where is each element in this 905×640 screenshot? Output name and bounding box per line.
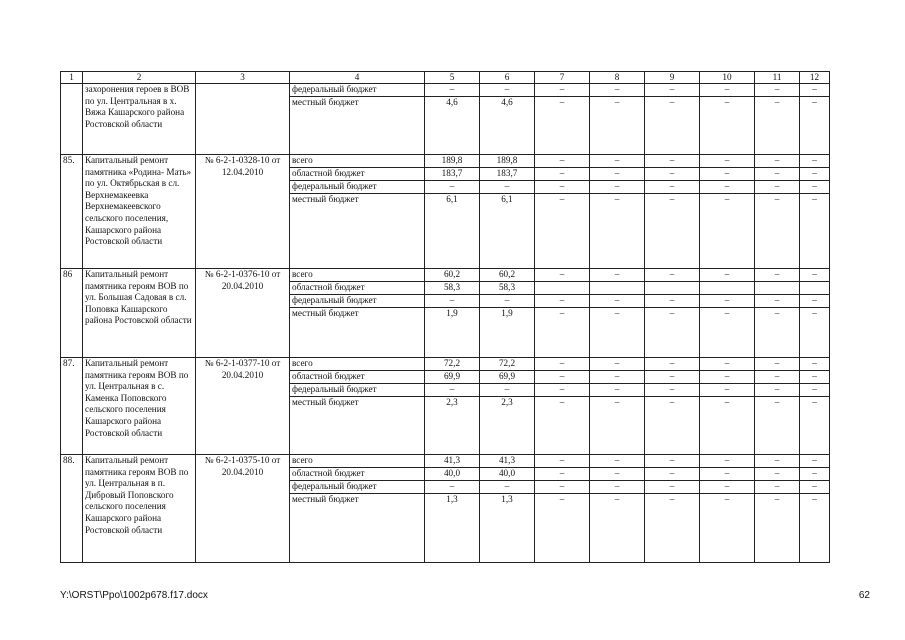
value-cell: – [755, 397, 800, 455]
value-cell: – [535, 168, 590, 181]
value-cell: – [755, 494, 800, 563]
value-cell: – [535, 455, 590, 468]
value-cell: – [590, 97, 645, 155]
value-cell: – [800, 358, 830, 371]
col-header: 8 [590, 72, 645, 84]
value-cell: – [590, 384, 645, 397]
value-cell: – [645, 455, 700, 468]
value-cell: – [800, 295, 830, 308]
value-cell: – [645, 308, 700, 358]
value-cell: – [755, 155, 800, 168]
value-cell: – [800, 384, 830, 397]
value-cell: – [590, 468, 645, 481]
value-cell: – [755, 468, 800, 481]
value-cell: – [590, 371, 645, 384]
value-cell: – [590, 494, 645, 563]
value-cell: 1,3 [425, 494, 480, 563]
value-cell: 60,2 [425, 269, 480, 282]
value-cell: – [645, 468, 700, 481]
value-cell: 4,6 [480, 97, 535, 155]
value-cell: – [590, 358, 645, 371]
value-cell: – [700, 358, 755, 371]
value-cell: – [755, 295, 800, 308]
table-row [61, 155, 830, 168]
value-cell: – [645, 384, 700, 397]
value-cell: – [645, 269, 700, 282]
value-cell: 69,9 [480, 371, 535, 384]
value-cell: 60,2 [480, 269, 535, 282]
value-cell: – [700, 84, 755, 97]
entry-name: захоронения героев в ВОВ по ул. Центральная в х. Вяжа Кашарского района Ростовской области [83, 84, 196, 155]
funding-source: областной бюджет [290, 168, 425, 181]
value-cell: – [590, 295, 645, 308]
value-cell [645, 282, 700, 295]
entry-name: Капитальный ремонт памятника героям ВОВ по ул. Центральная в п. Дибровый Поповского сельского поселения Кашарского района Ростовской области [83, 455, 196, 563]
value-cell: – [645, 181, 700, 194]
value-cell: – [480, 295, 535, 308]
value-cell [755, 282, 800, 295]
value-cell: – [700, 308, 755, 358]
value-cell: – [590, 308, 645, 358]
value-cell: – [700, 455, 755, 468]
value-cell: – [700, 181, 755, 194]
value-cell: – [645, 194, 700, 269]
value-cell: 2,3 [480, 397, 535, 455]
entry-number [61, 84, 83, 155]
col-header: 11 [755, 72, 800, 84]
value-cell: 72,2 [425, 358, 480, 371]
col-header: 5 [425, 72, 480, 84]
value-cell: 69,9 [425, 371, 480, 384]
value-cell: – [700, 384, 755, 397]
value-cell: – [700, 468, 755, 481]
col-header: 9 [645, 72, 700, 84]
value-cell: – [800, 155, 830, 168]
value-cell: – [700, 155, 755, 168]
value-cell: – [480, 181, 535, 194]
header-row [61, 72, 830, 84]
col-header: 10 [700, 72, 755, 84]
value-cell: – [800, 269, 830, 282]
funding-source: местный бюджет [290, 194, 425, 269]
value-cell [535, 282, 590, 295]
funding-source: областной бюджет [290, 282, 425, 295]
value-cell: – [800, 397, 830, 455]
value-cell: – [425, 84, 480, 97]
value-cell: – [800, 194, 830, 269]
value-cell: – [800, 308, 830, 358]
funding-source: федеральный бюджет [290, 181, 425, 194]
value-cell: – [755, 168, 800, 181]
footer-file-path: Y:\ORST\Ppo\1002p678.f17.docx [60, 590, 208, 601]
value-cell: – [535, 155, 590, 168]
value-cell: – [755, 84, 800, 97]
value-cell [700, 282, 755, 295]
table-row [61, 84, 830, 97]
value-cell: – [700, 371, 755, 384]
value-cell: 40,0 [480, 468, 535, 481]
value-cell: – [535, 397, 590, 455]
value-cell: – [700, 481, 755, 494]
value-cell: – [800, 494, 830, 563]
value-cell: 40,0 [425, 468, 480, 481]
table-row [61, 269, 830, 282]
value-cell: – [755, 455, 800, 468]
value-cell: – [755, 358, 800, 371]
table-row [61, 358, 830, 371]
value-cell: 58,3 [425, 282, 480, 295]
value-cell: – [645, 371, 700, 384]
value-cell: – [590, 455, 645, 468]
value-cell: – [590, 181, 645, 194]
value-cell: – [700, 295, 755, 308]
funding-source: всего [290, 269, 425, 282]
funding-source: местный бюджет [290, 397, 425, 455]
value-cell: – [480, 384, 535, 397]
entry-number: 86 [61, 269, 83, 358]
footer-page-number: 62 [858, 590, 870, 601]
funding-source: федеральный бюджет [290, 84, 425, 97]
value-cell: 183,7 [480, 168, 535, 181]
funding-source: областной бюджет [290, 468, 425, 481]
value-cell: – [755, 97, 800, 155]
entry-number: 85. [61, 155, 83, 269]
value-cell: – [535, 84, 590, 97]
value-cell: – [590, 269, 645, 282]
value-cell: 58,3 [480, 282, 535, 295]
value-cell: 1,3 [480, 494, 535, 563]
funding-source: областной бюджет [290, 371, 425, 384]
value-cell: – [535, 494, 590, 563]
value-cell: – [755, 269, 800, 282]
value-cell: – [425, 384, 480, 397]
entry-name: Капитальный ремонт памятника героям ВОВ по ул. Большая Садовая в сл. Поповка Кашарского района Ростовской области [83, 269, 196, 358]
value-cell [800, 282, 830, 295]
value-cell: – [535, 181, 590, 194]
funding-source: федеральный бюджет [290, 481, 425, 494]
value-cell: – [645, 84, 700, 97]
funding-source: всего [290, 155, 425, 168]
value-cell [590, 282, 645, 295]
value-cell: – [700, 494, 755, 563]
value-cell: – [590, 155, 645, 168]
value-cell: – [645, 168, 700, 181]
funding-source: федеральный бюджет [290, 384, 425, 397]
value-cell: – [755, 308, 800, 358]
value-cell: – [700, 269, 755, 282]
value-cell: – [535, 371, 590, 384]
value-cell: – [535, 295, 590, 308]
funding-source: местный бюджет [290, 494, 425, 563]
value-cell: – [645, 397, 700, 455]
funding-source: местный бюджет [290, 308, 425, 358]
value-cell: – [700, 194, 755, 269]
value-cell: – [590, 194, 645, 269]
value-cell: – [535, 468, 590, 481]
value-cell: 6,1 [425, 194, 480, 269]
value-cell: – [645, 494, 700, 563]
value-cell: – [425, 481, 480, 494]
value-cell: 4,6 [425, 97, 480, 155]
value-cell: – [755, 371, 800, 384]
value-cell: – [800, 84, 830, 97]
value-cell: – [700, 168, 755, 181]
value-cell: – [535, 481, 590, 494]
value-cell: 1,9 [425, 308, 480, 358]
value-cell: – [535, 97, 590, 155]
value-cell: 6,1 [480, 194, 535, 269]
funding-source: всего [290, 358, 425, 371]
col-header: 2 [83, 72, 196, 84]
value-cell: – [800, 468, 830, 481]
value-cell: – [800, 481, 830, 494]
document-page [60, 71, 830, 563]
entry-name: Капитальный ремонт памятника «Родина- Мать» по ул. Октябрьская в сл. Верхнемакеевка Верхнемакеевского сельского поселения, Кашарского района Ростовской области [83, 155, 196, 269]
col-header: 1 [61, 72, 83, 84]
value-cell: – [800, 97, 830, 155]
value-cell: – [645, 97, 700, 155]
entry-document: № 6-2-1-0376-10 от 20.04.2010 [196, 269, 290, 358]
entry-document [196, 84, 290, 155]
value-cell: 41,3 [425, 455, 480, 468]
value-cell: – [755, 384, 800, 397]
table-body [61, 72, 830, 563]
value-cell: – [535, 308, 590, 358]
entry-name: Капитальный ремонт памятника героям ВОВ по ул. Центральная в с. Каменка Поповского сельского поселения Кашарского района Ростовской области [83, 358, 196, 455]
value-cell: – [755, 194, 800, 269]
value-cell: – [755, 181, 800, 194]
value-cell: – [800, 168, 830, 181]
entry-number: 88. [61, 455, 83, 563]
value-cell: – [800, 371, 830, 384]
col-header: 3 [196, 72, 290, 84]
value-cell: 1,9 [480, 308, 535, 358]
value-cell: – [645, 358, 700, 371]
value-cell: 189,8 [480, 155, 535, 168]
value-cell: – [535, 269, 590, 282]
value-cell: 2,3 [425, 397, 480, 455]
value-cell: 72,2 [480, 358, 535, 371]
col-header: 4 [290, 72, 425, 84]
budget-table [60, 71, 830, 563]
funding-source: федеральный бюджет [290, 295, 425, 308]
value-cell: 183,7 [425, 168, 480, 181]
entry-document: № 6-2-1-0377-10 от 20.04.2010 [196, 358, 290, 455]
col-header: 7 [535, 72, 590, 84]
value-cell: – [480, 84, 535, 97]
col-header: 12 [800, 72, 830, 84]
value-cell: – [590, 168, 645, 181]
value-cell: 41,3 [480, 455, 535, 468]
value-cell: – [535, 384, 590, 397]
value-cell: – [645, 155, 700, 168]
value-cell: – [800, 455, 830, 468]
value-cell: – [700, 397, 755, 455]
value-cell: – [590, 84, 645, 97]
value-cell: – [535, 194, 590, 269]
value-cell: – [480, 481, 535, 494]
entry-number: 87. [61, 358, 83, 455]
value-cell: – [645, 481, 700, 494]
value-cell: – [425, 181, 480, 194]
value-cell: – [590, 397, 645, 455]
entry-document: № 6-2-1-0375-10 от 20.04.2010 [196, 455, 290, 563]
funding-source: местный бюджет [290, 97, 425, 155]
value-cell: 189,8 [425, 155, 480, 168]
value-cell: – [425, 295, 480, 308]
entry-document: № 6-2-1-0328-10 от 12.04.2010 [196, 155, 290, 269]
value-cell: – [755, 481, 800, 494]
value-cell: – [590, 481, 645, 494]
value-cell: – [800, 181, 830, 194]
table-row [61, 455, 830, 468]
value-cell: – [535, 358, 590, 371]
funding-source: всего [290, 455, 425, 468]
value-cell: – [645, 295, 700, 308]
col-header: 6 [480, 72, 535, 84]
value-cell: – [700, 97, 755, 155]
